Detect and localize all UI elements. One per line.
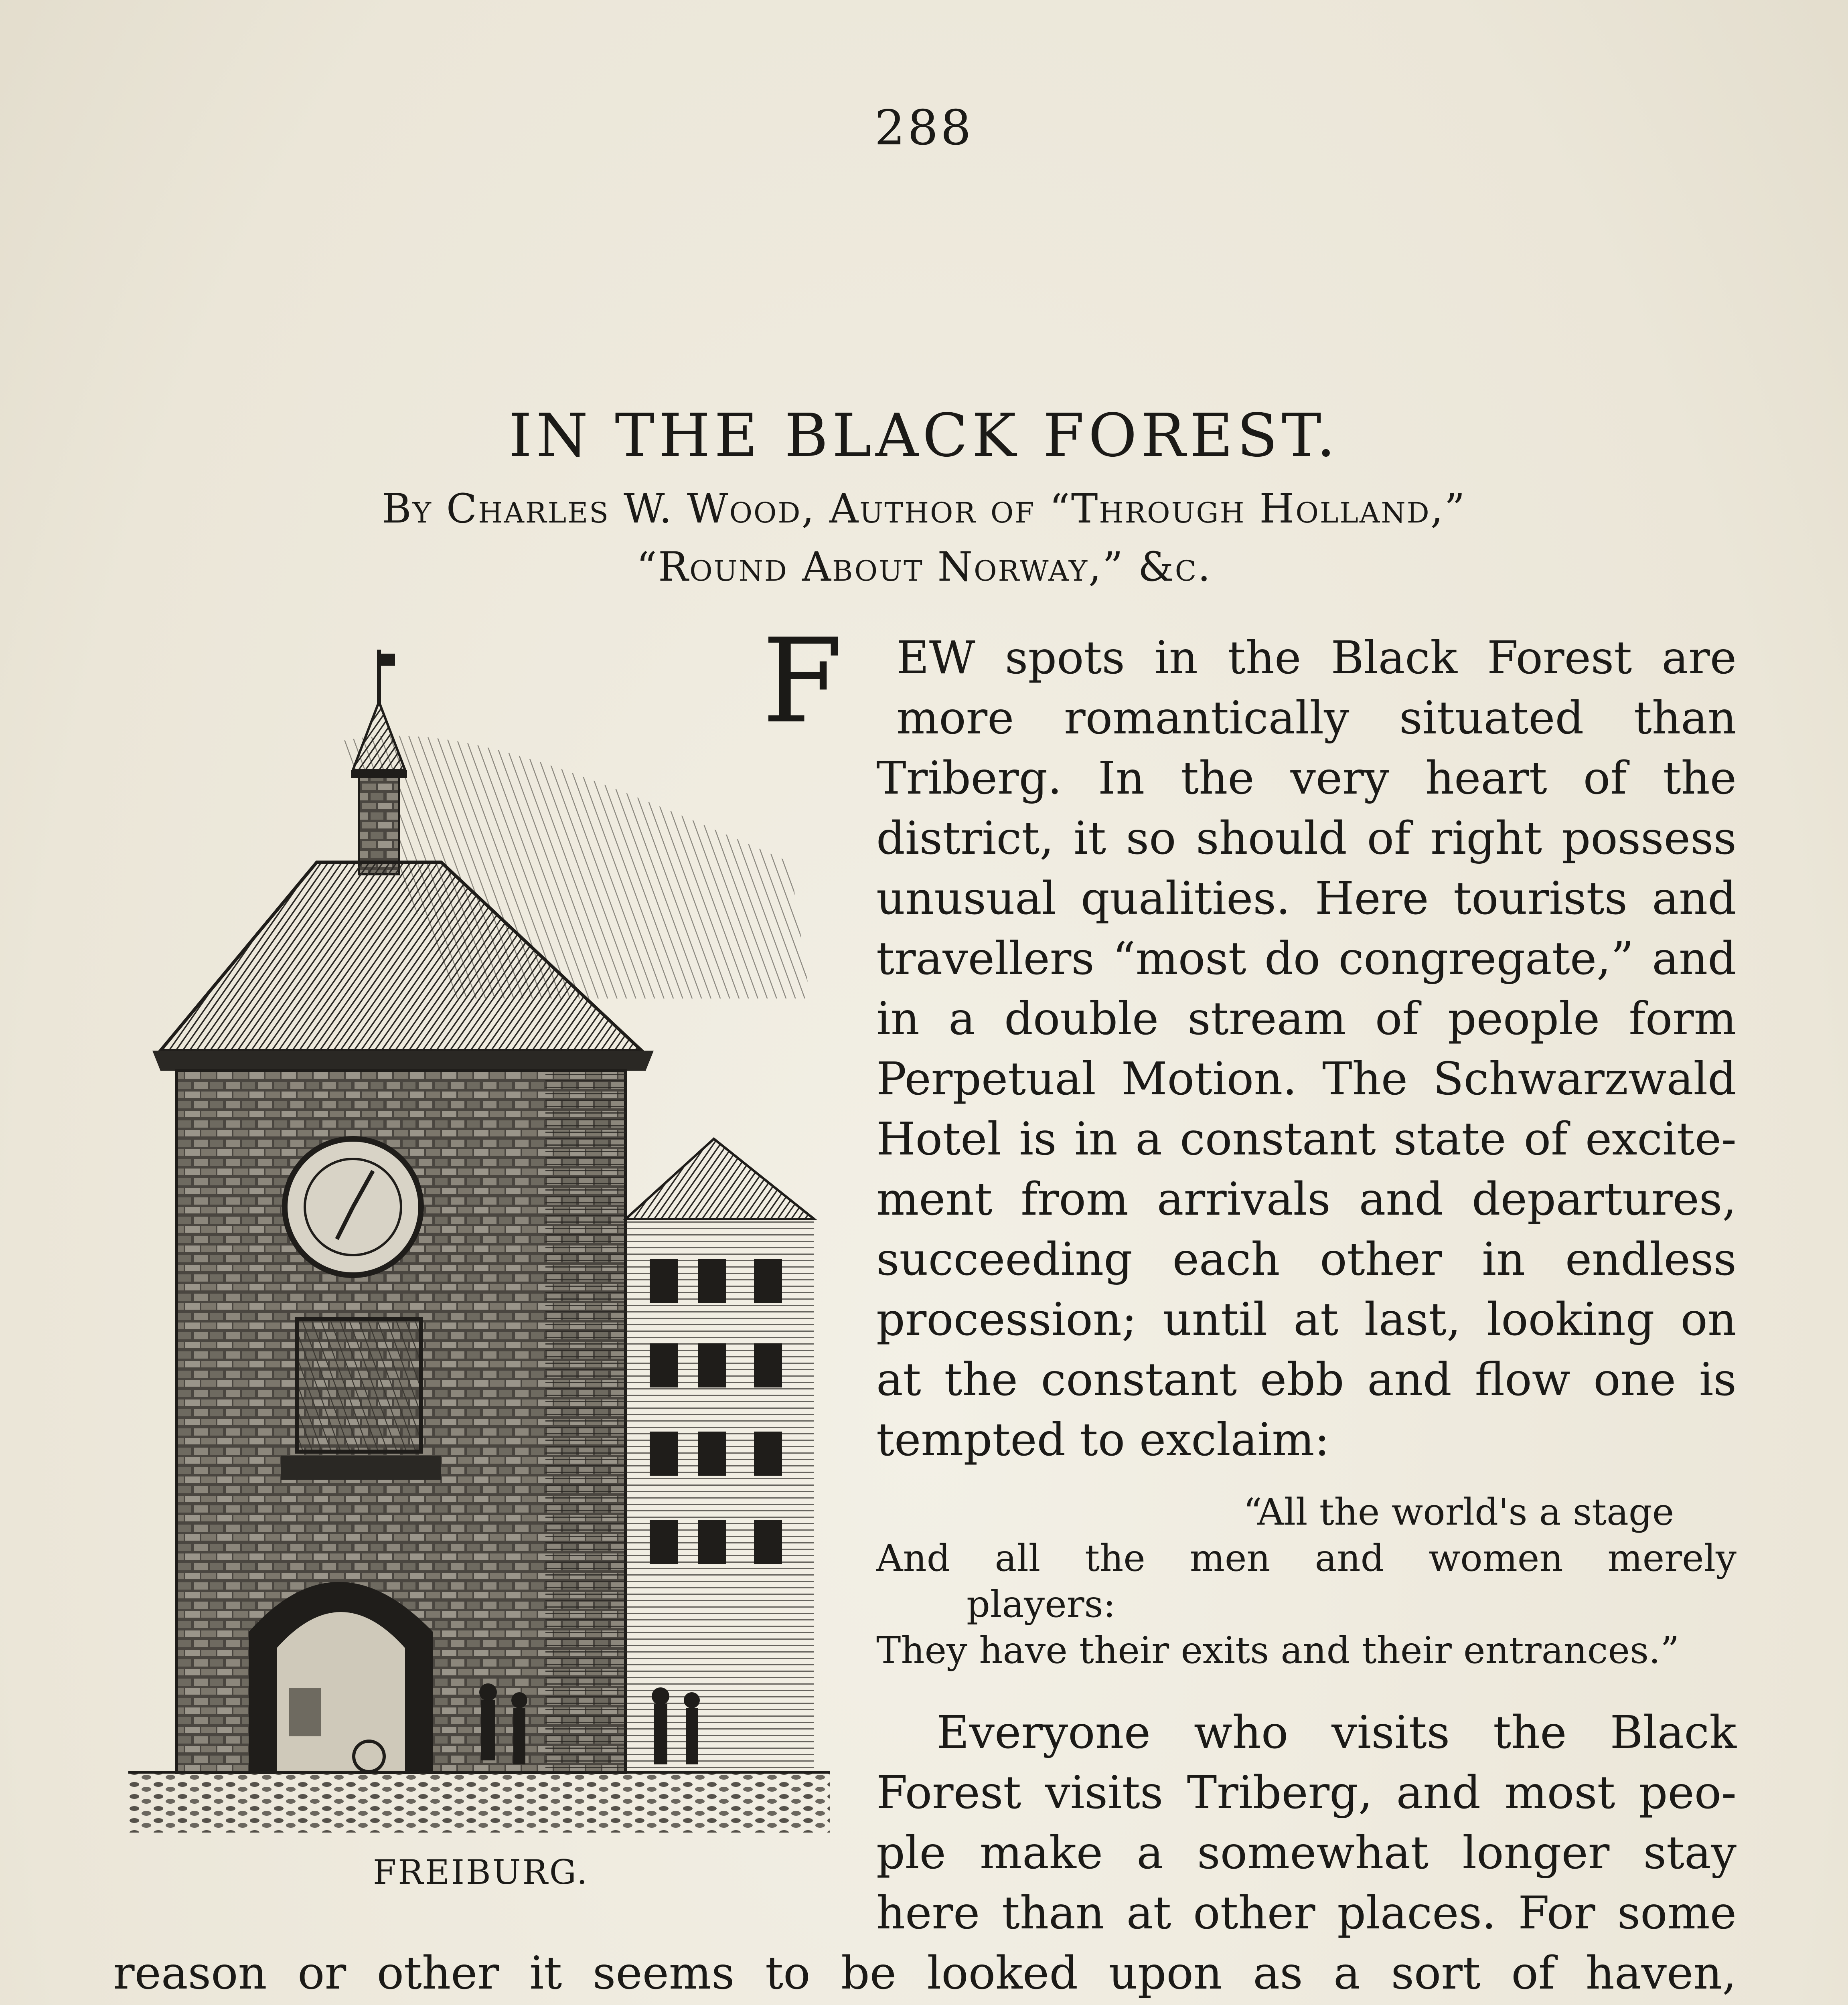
text-line: tempted to exclaim:	[876, 1414, 1330, 1466]
text-line: Hotel is in a constant state of excite-	[876, 1113, 1737, 1165]
text-line: district, it so should of right possess	[876, 812, 1737, 865]
text-line: Triberg. In the very heart of the	[876, 752, 1737, 804]
quote-line: They have their exits and their entrances.”	[876, 1629, 1680, 1672]
text-line: succeeding each other in endless	[876, 1233, 1737, 1286]
text-line: ple make a somewhat longer stay	[876, 1827, 1737, 1879]
text-line: Everyone who visits the Black	[936, 1707, 1737, 1759]
byline-line-2: “Round About Norway,” &c.	[636, 543, 1212, 590]
byline-line-1: By Charles W. Wood, Author of “Through Holland,”	[382, 485, 1466, 532]
text-line: ment from arrivals and departures,	[876, 1173, 1737, 1225]
text-line: reason or other it seems to be looked upon as a sort of haven,	[113, 1947, 1737, 1999]
text-line: travellers “most do congregate,” and	[876, 933, 1737, 985]
freiburg-tower-illustration	[128, 638, 830, 1833]
illustration-caption: FREIBURG.	[373, 1853, 589, 1892]
text-line: here than at other places. For some	[876, 1887, 1737, 1939]
quote-line: And all the men and women merely	[876, 1537, 1737, 1580]
text-line: unusual qualities. Here tourists and	[876, 873, 1737, 925]
text-line: procession; until at last, looking on	[876, 1294, 1737, 1346]
text-line: Forest visits Triberg, and most peo-	[876, 1767, 1737, 1819]
article-title: IN THE BLACK FOREST.	[509, 401, 1339, 470]
text-line: in a double stream of people form	[876, 993, 1737, 1045]
text-line: more romantically situated than	[896, 692, 1737, 744]
text-line: EW spots in the Black Forest are	[896, 632, 1737, 684]
quote-line: players:	[967, 1583, 1116, 1626]
quote-line: “All the world's a stage	[1243, 1491, 1674, 1533]
text-line: Perpetual Motion. The Schwarzwald	[876, 1053, 1737, 1105]
text-line: at the constant ebb and flow one is	[876, 1354, 1737, 1406]
page-number: 288	[874, 100, 974, 156]
drop-cap: F	[762, 614, 843, 749]
